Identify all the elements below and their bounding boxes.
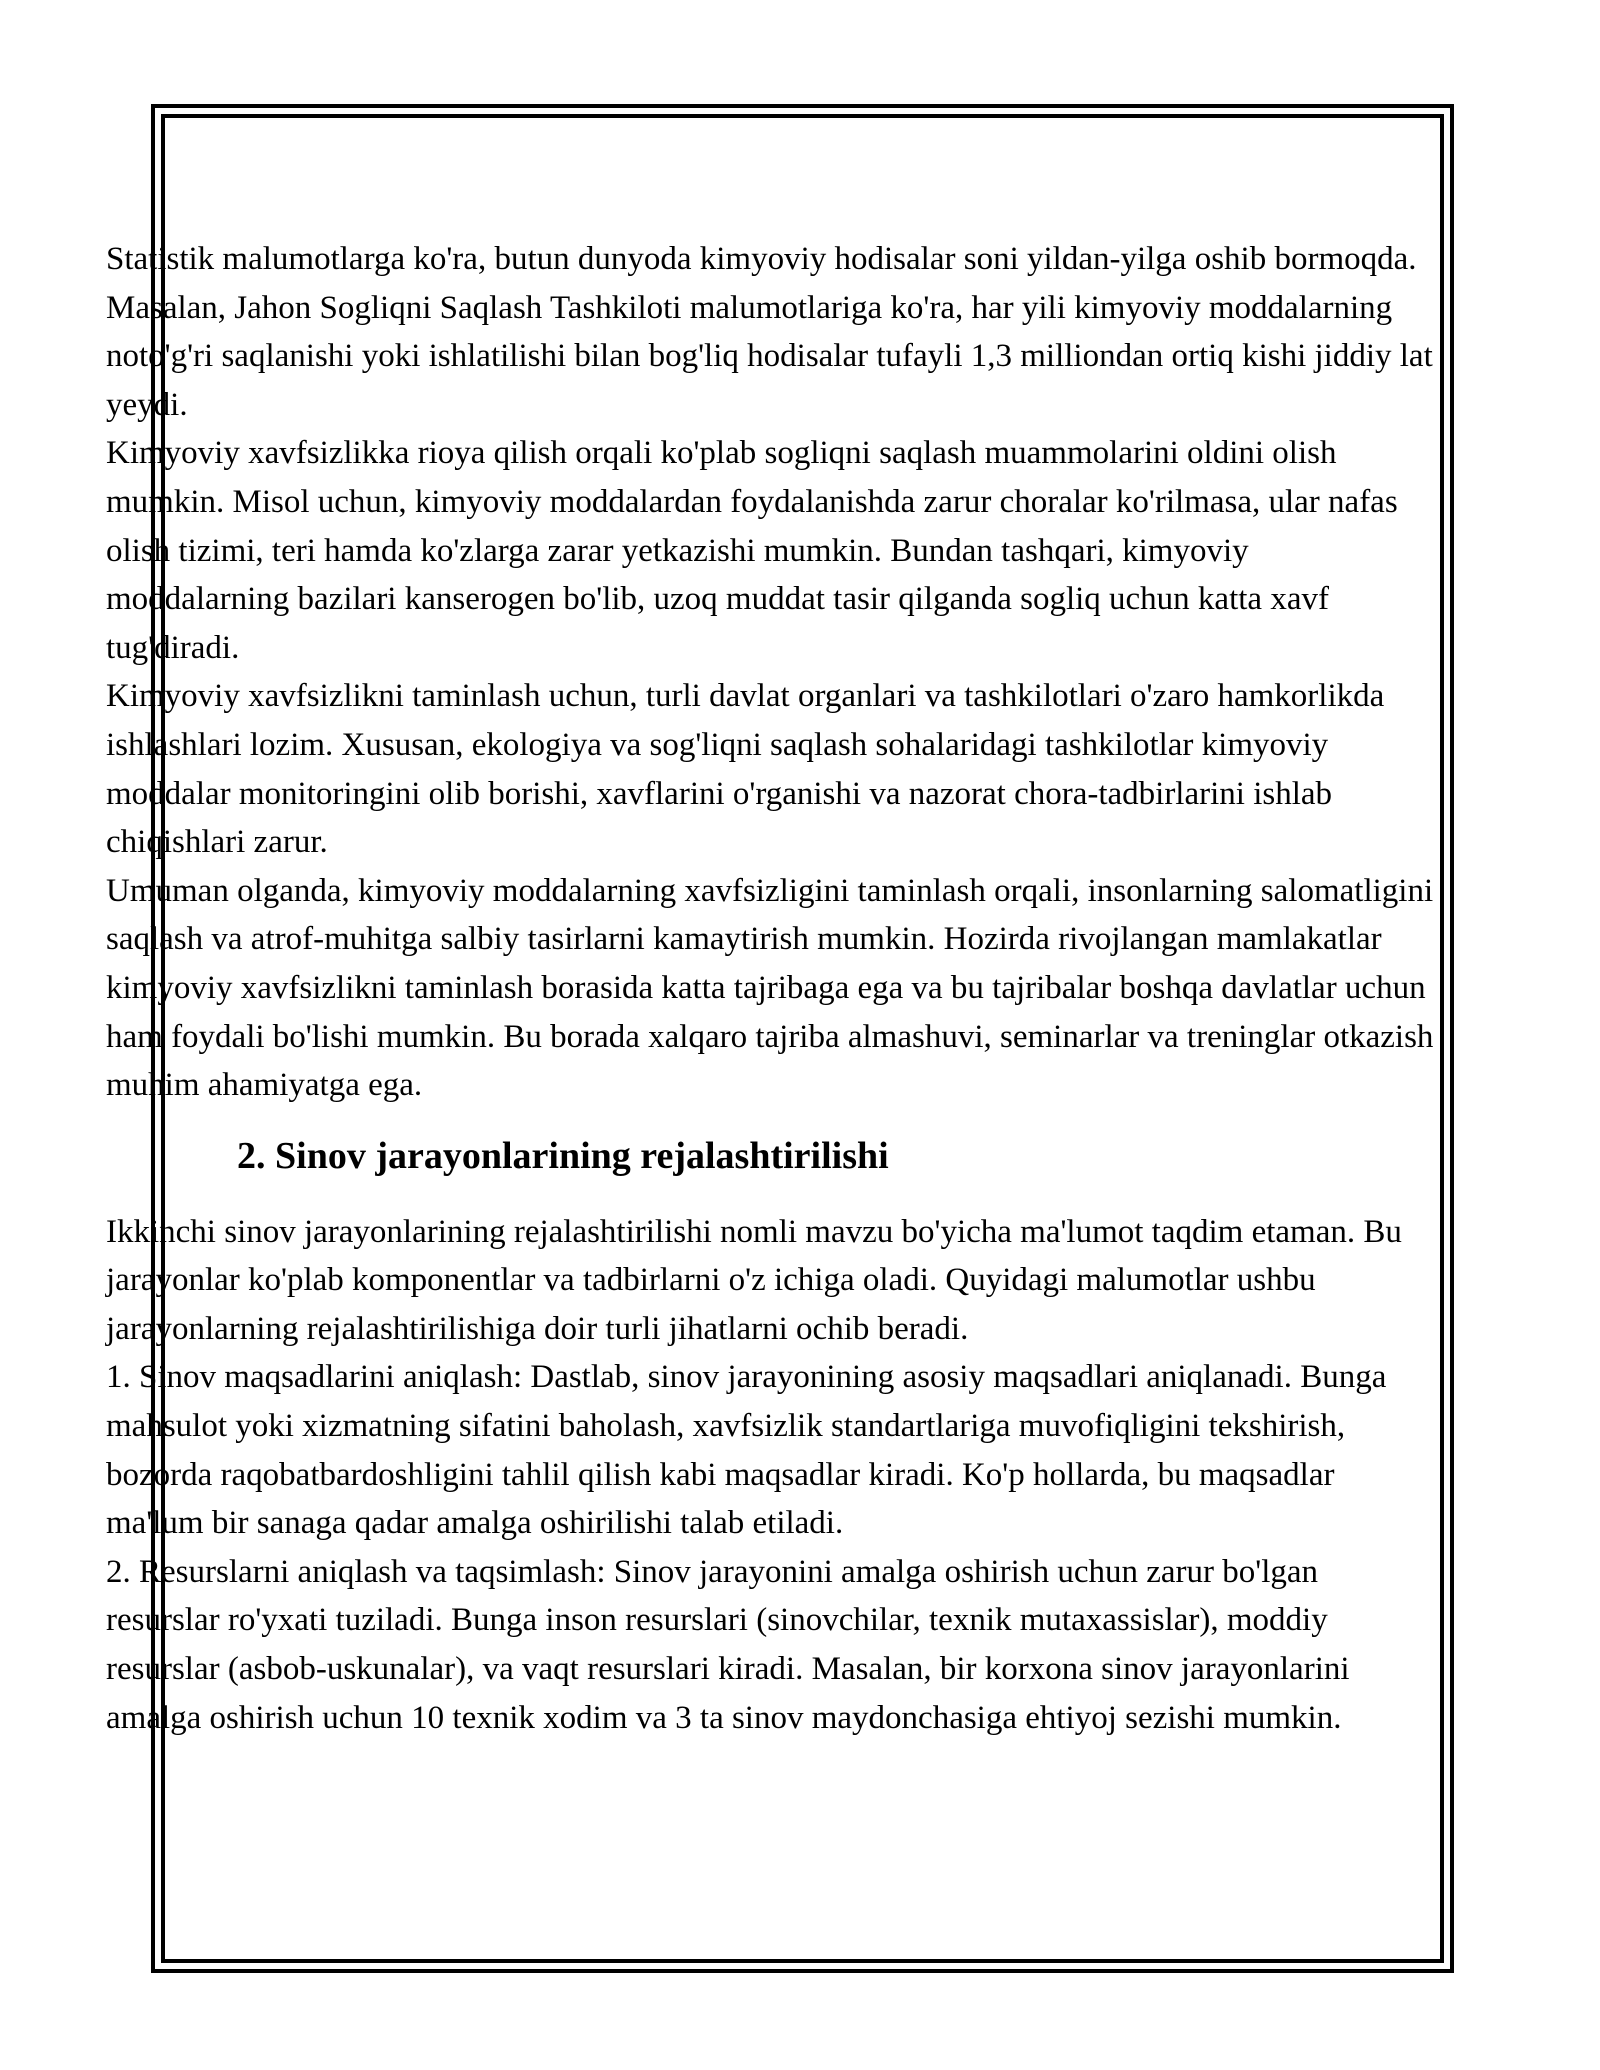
paragraph-goals: 1. Sinov maqsadlarini aniqlash: Dastlab, sinov jarayonining asosiy maqsadlari aniqlanadi. Bunga mahsulot yoki xizmatning sifatini baholash, xavfsizlik standartlariga muvofiqligini tekshirish, bozorda raqobatbardoshligini tahlil qilish kabi maqsadlar kiradi. Ko'p hollarda, bu maqsadlar ma'lum bir sanaga qadar amalga oshirilishi talab etiladi. xyxy=(106,1359,1387,1542)
document-body xyxy=(106,235,1436,1742)
paragraph-conclusion: Umuman olganda, kimyoviy moddalarning xavfsizligini taminlash orqali, insonlarning salomatligini saqlash va atrof-muhitga salbiy tasirlarni kamaytirish mumkin. Hozirda rivojlangan mamlakatlar kimyoviy xavfsizlikni taminlash borasida katta tajribaga ega va bu tajribalar boshqa davlatlar uchun ham foydali bo'lishi mumkin. Bu borada xalqaro tajriba almashuvi, seminarlar va treninglar otkazish muhim ahamiyatga ega. xyxy=(106,872,1434,1104)
paragraph-resources: 2. Resurslarni aniqlash va taqsimlash: Sinov jarayonini amalga oshirish uchun zarur bo'lgan resurslar ro'yxati tuziladi. Bunga inson resurslari (sinovchilar, texnik mutaxassislar), moddiy resurslar (asbob-uskunalar), va vaqt resurslari kiradi. Masalan, bir korxona sinov jarayonlarini amalga oshirish uchun 10 texnik xodim va 3 ta sinov maydonchasiga ehtiyoj sezishi mumkin. xyxy=(106,1553,1350,1736)
section-heading: 2. Sinov jarayonlarining rejalashtirilishi xyxy=(237,1134,889,1177)
paragraph-intro: Ikkinchi sinov jarayonlarining rejalashtirilishi nomli mavzu bo'yicha ma'lumot taqdim etaman. Bu jarayonlar ko'plab komponentlar va tadbirlarni o'z ichiga oladi. Quyidagi malumotlar ushbu jarayonlarning rejalashtirilishiga doir turli jihatlarni ochib beradi. xyxy=(106,1213,1402,1347)
paragraph-health-problems: Kimyoviy xavfsizlikka rioya qilish orqali ko'plab sogliqni saqlash muammolarini oldini olish mumkin. Misol uchun, kimyoviy moddalardan foydalanishda zarur choralar ko'rilmasa, ular nafas olish tizimi, teri hamda ko'zlarga zarar yetkazishi mumkin. Bundan tashqari, kimyoviy moddalarning bazilari kanserogen bo'lib, uzoq muddat tasir qilganda sogliq uchun katta xavf tug'diradi. xyxy=(106,435,1398,666)
paragraph-cooperation: Kimyoviy xavfsizlikni taminlash uchun, turli davlat organlari va tashkilotlari o'zaro hamkorlikda ishlashlari lozim. Xususan, ekologiya va sog'liqni saqlash sohalaridagi tashkilotlar kimyoviy moddalar monitoringini olib borishi, xavflarini o'rganishi va nazorat chora-tadbirlarini ishlab chiqishlari zarur. xyxy=(106,678,1385,861)
paragraph-statistics: Statistik malumotlarga ko'ra, butun dunyoda kimyoviy hodisalar soni yildan-yilga oshib bormoqda. Masalan, Jahon Sogliqni Saqlash Tashkiloti malumotlariga ko'ra, har yili kimyoviy moddalarning noto'g'ri saqlanishi yoki ishlatilishi bilan bog'liq hodisalar tufayli 1,3 milliondan ortiq kishi jiddiy lat yeydi. xyxy=(106,241,1433,423)
